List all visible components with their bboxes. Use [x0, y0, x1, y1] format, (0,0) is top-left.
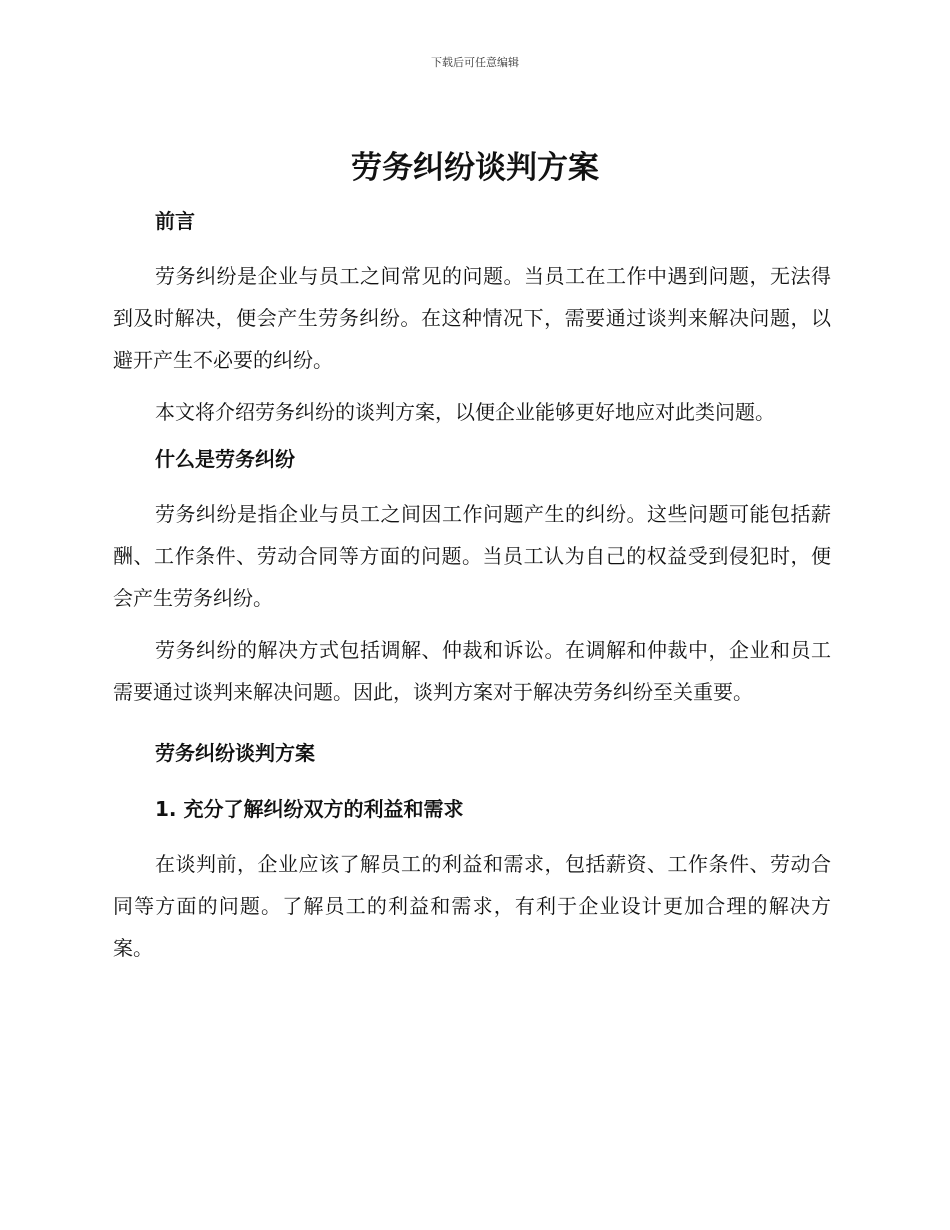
paragraph-preface-2: 本文将介绍劳务纠纷的谈判方案，以便企业能够更好地应对此类问题。	[155, 400, 775, 424]
paragraph-preface-1: 劳务纠纷是企业与员工之间常见的问题。当员工在工作中遇到问题，无法得到及时解决，便会产生劳务纠纷。在这种情况下，需要通过谈判来解决问题，以避开产生不必要的纠纷。	[113, 264, 831, 372]
paragraph-what-2: 劳务纠纷的解决方式包括调解、仲裁和诉讼。在调解和仲裁中，企业和员工需要通过谈判来解决问题。因此，谈判方案对于解决劳务纠纷至关重要。	[113, 638, 831, 704]
document-title: 劳务纠纷谈判方案	[351, 150, 599, 186]
section-heading-step-1: 1. 充分了解纠纷双方的利益和需求	[155, 797, 464, 821]
paragraph-step-1: 在谈判前，企业应该了解员工的利益和需求，包括薪资、工作条件、劳动合同等方面的问题。了解员工的利益和需求，有利于企业设计更加合理的解决方案。	[113, 852, 831, 960]
section-heading-plan: 劳务纠纷谈判方案	[155, 741, 315, 765]
paragraph-what-1: 劳务纠纷是指企业与员工之间因工作问题产生的纠纷。这些问题可能包括薪酬、工作条件、劳动合同等方面的问题。当员工认为自己的权益受到侵犯时，便会产生劳务纠纷。	[113, 502, 831, 610]
document-body	[113, 205, 831, 969]
section-heading-preface: 前言	[155, 209, 195, 233]
section-heading-what: 什么是劳务纠纷	[155, 447, 295, 471]
page-header-note: 下载后可任意编辑	[431, 56, 519, 69]
